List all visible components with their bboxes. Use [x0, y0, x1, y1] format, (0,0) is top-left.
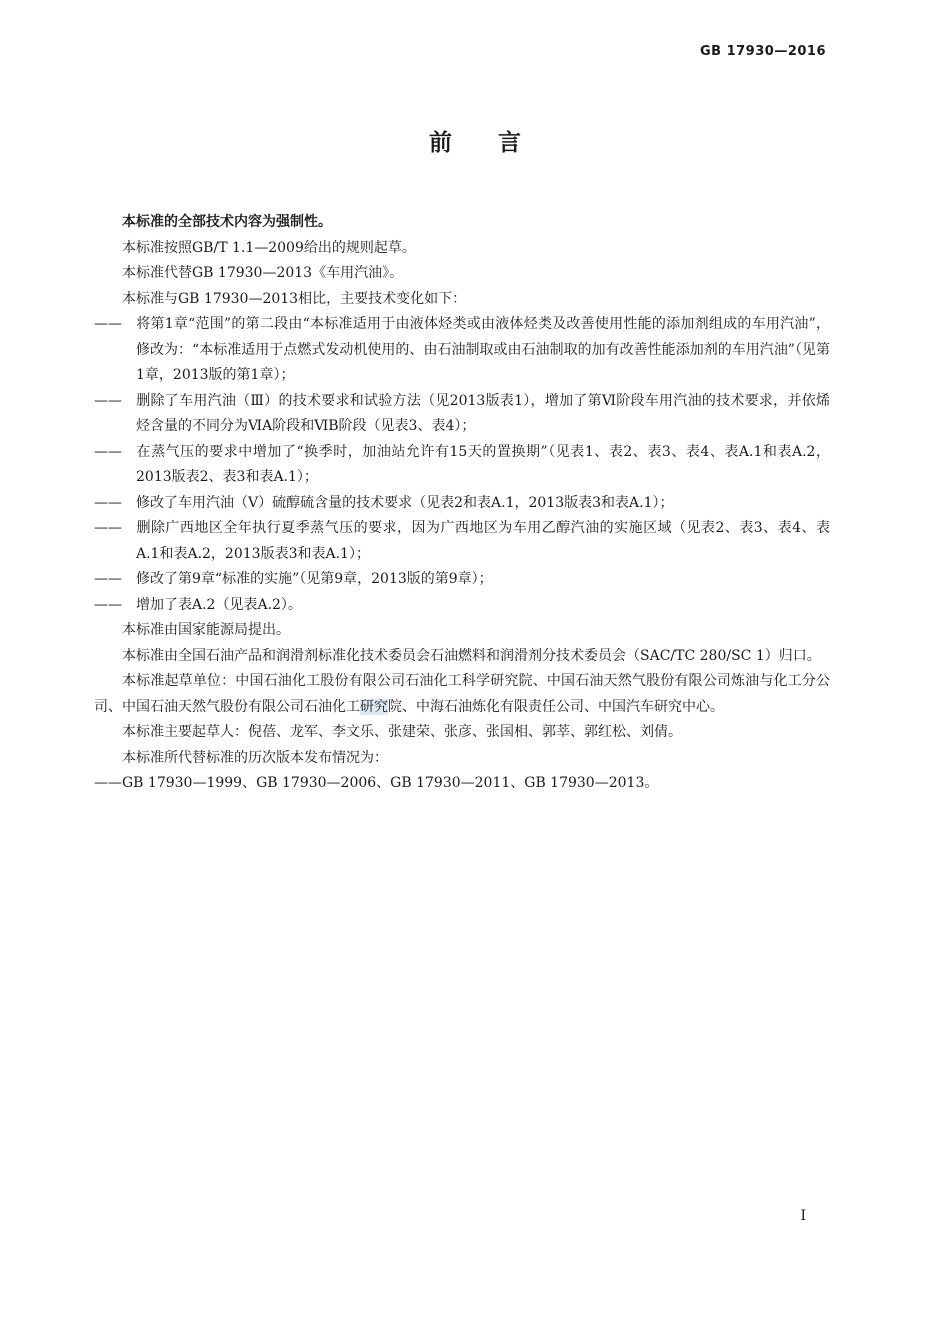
- dash-marker: ——: [94, 571, 122, 587]
- mandatory-statement: 本标准的全部技术内容为强制性。: [122, 214, 332, 230]
- page-number: I: [800, 1208, 806, 1224]
- dash-marker: ——: [94, 316, 122, 332]
- drafting-units-text-b: 院、中海石油炼化有限责任公司、中国汽车研究中心。: [388, 698, 724, 715]
- list-item: [94, 440, 830, 491]
- history-list: ——GB 17930—1999、GB 17930—2006、GB 17930—2011、GB 17930—2013。: [94, 775, 659, 791]
- dash-marker: ——: [94, 494, 122, 511]
- changes-list: [94, 312, 830, 618]
- paragraph-history-intro: 本标准所代替标准的历次版本发布情况为：: [122, 749, 388, 766]
- list-item-text: 在蒸气压的要求中增加了“换季时，加油站允许有15天的置换期”（见表1、表2、表3、表4、表A.1和表A.2，2013版表2、表3和表A.1）；: [136, 443, 830, 485]
- dash-marker: ——: [94, 443, 122, 460]
- document-body: [94, 210, 830, 797]
- paragraph-drafting-units: [94, 669, 830, 720]
- list-item: [94, 516, 830, 567]
- paragraph-changes-intro: 本标准与GB 17930—2013相比，主要技术变化如下：: [122, 290, 467, 307]
- standard-code: GB 17930—2016: [699, 44, 826, 59]
- drafting-units-text-a: 本标准起草单位：中国石油化工股份有限公司石油化工科学研究院、中国石油天然气股份有限公司炼油与化工分公司、中国石油天然气股份有限公司石油化工: [94, 673, 830, 715]
- paragraph-drafting-rules: 本标准按照GB/T 1.1—2009给出的规则起草。: [122, 239, 416, 256]
- dash-marker: ——: [94, 520, 122, 536]
- list-item-text: 删除广西地区全年执行夏季蒸气压的要求，因为广西地区为车用乙醇汽油的实施区域（见表2、表3、表4、表A.1和表A.2，2013版表3和表A.1）；: [136, 520, 830, 562]
- paragraph-committee: 本标准由全国石油产品和润滑剂标准化技术委员会石油燃料和润滑剂分技术委员会（SAC/TC 280/SC 1）归口。: [122, 647, 821, 664]
- list-item-text: 将第1章“范围”的第二段由“本标准适用于由液体烃类或由液体烃类及改善使用性能的添加剂组成的车用汽油”，修改为：“本标准适用于点燃式发动机使用的、由石油制取或由石油制取的加有改善性能添加剂的车用汽油”（见第1章，2013版的第1章）；: [136, 316, 830, 383]
- list-item: [94, 312, 830, 389]
- list-item-text: 删除了车用汽油（Ⅲ）的技术要求和试验方法（见2013版表1），增加了第Ⅵ阶段车用汽油的技术要求，并依烯烃含量的不同分为ⅥA阶段和ⅥB阶段（见表3、表4）；: [136, 392, 830, 434]
- dash-marker: ——: [94, 392, 122, 409]
- highlighted-text[interactable]: 研究: [360, 698, 388, 715]
- paragraph-proposer: 本标准由国家能源局提出。: [122, 622, 290, 638]
- page-title: 前言: [429, 130, 567, 156]
- list-item: [94, 567, 830, 593]
- list-item-text: 修改了车用汽油（Ⅴ）硫醇硫含量的技术要求（见表2和表A.1，2013版表3和表A.1）；: [136, 494, 674, 511]
- dash-marker: ——: [94, 596, 122, 613]
- list-item: [94, 593, 830, 619]
- list-item-text: 增加了表A.2（见表A.2）。: [136, 596, 302, 613]
- list-item: [94, 491, 830, 517]
- list-item-text: 修改了第9章“标准的实施”（见第9章，2013版的第9章）；: [136, 571, 493, 587]
- paragraph-drafters: 本标准主要起草人：倪蓓、龙军、李文乐、张建荣、张彦、张国相、郭莘、郭红松、刘倩。: [122, 724, 682, 740]
- paragraph-replaces: 本标准代替GB 17930—2013《车用汽油》。: [122, 265, 404, 281]
- list-item: [94, 389, 830, 440]
